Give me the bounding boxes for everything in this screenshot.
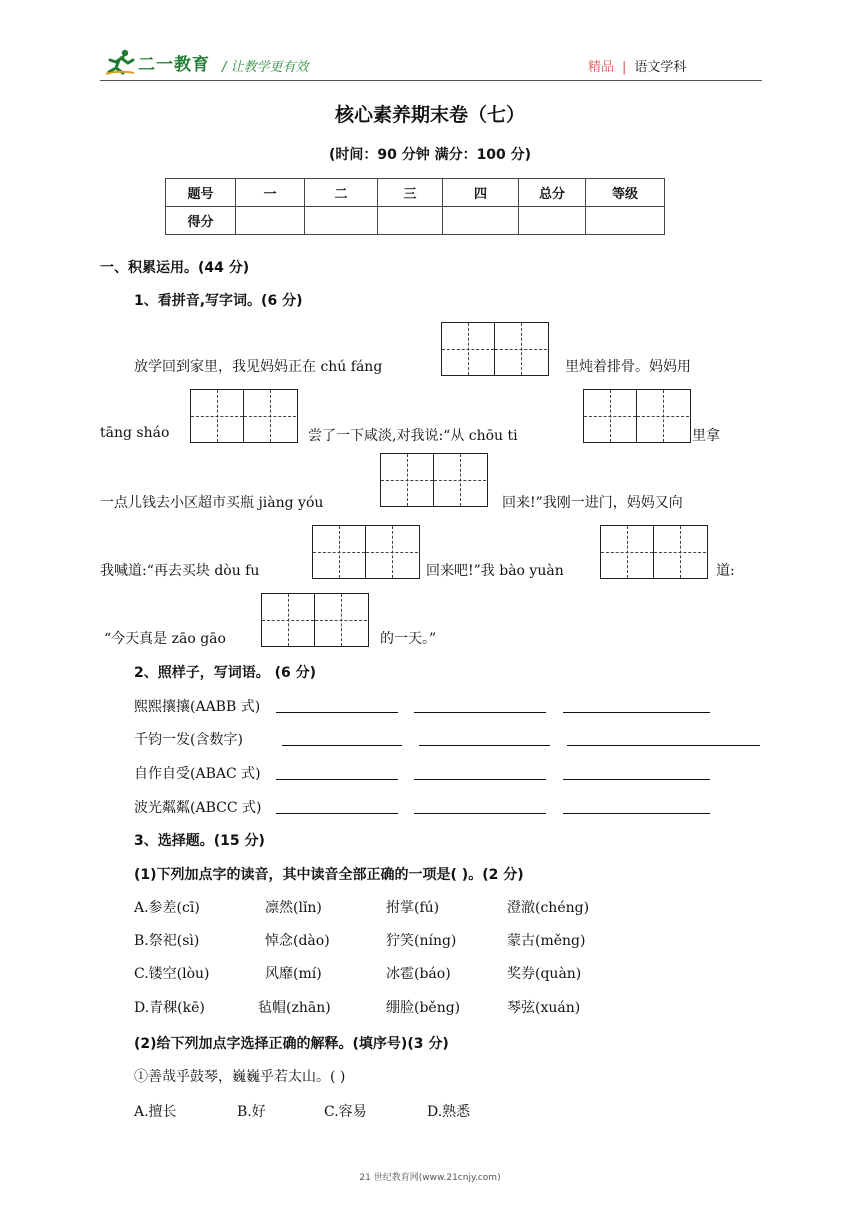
word-pattern-label: 熙熙攘攘(AABB 式): [134, 699, 261, 715]
option-item: C.镂空(lòu): [134, 966, 210, 982]
answer-line[interactable]: [567, 745, 760, 746]
score-cell[interactable]: [236, 207, 305, 235]
passage-line: 尝了一下咸淡,对我说:“从 chōu ti: [308, 428, 518, 444]
table-header-cell: 一: [236, 179, 305, 207]
question-heading: 1、看拼音,写字词。(6 分): [134, 293, 303, 309]
option-item: 蒙古(měng): [507, 933, 586, 949]
answer-line[interactable]: [276, 779, 398, 780]
option-item: 拊掌(fú): [386, 900, 440, 916]
option-item: B.好: [237, 1104, 266, 1120]
passage-line: “今天真是 zāo gāo: [104, 631, 226, 647]
header-rule: [100, 80, 762, 81]
option-item: 冰雹(báo): [386, 966, 451, 982]
writing-grid[interactable]: [190, 389, 298, 443]
exam-info: (时间：90 分钟 满分：100 分): [328, 147, 532, 163]
option-item: 狞笑(níng): [386, 933, 457, 949]
answer-line[interactable]: [414, 712, 546, 713]
answer-line[interactable]: [414, 813, 546, 814]
section-heading: 一、积累运用。(44 分): [100, 260, 250, 276]
page-title: 核心素养期末卷（七）: [334, 104, 525, 126]
score-table-score-row: [166, 207, 665, 235]
option-item: 风靡(mí): [265, 966, 322, 982]
score-table-header-row: [166, 179, 665, 207]
answer-line[interactable]: [414, 779, 546, 780]
option-item: B.祭祀(sì): [134, 933, 200, 949]
question-heading: 3、选择题。(15 分): [134, 833, 265, 849]
table-header-cell: 三: [378, 179, 443, 207]
score-cell[interactable]: [305, 207, 378, 235]
passage-line: 道:: [716, 563, 735, 579]
header-right: [588, 56, 686, 75]
passage-line: 里拿: [692, 428, 720, 444]
score-table: [165, 178, 665, 235]
word-pattern-label: 波光粼粼(ABCC 式): [134, 800, 262, 816]
table-row-label: 得分: [166, 207, 236, 235]
subject-label: 语文学科: [634, 60, 687, 75]
passage-line: 回来!”我刚一进门，妈妈又向: [502, 495, 683, 511]
answer-line[interactable]: [563, 813, 710, 814]
answer-line[interactable]: [282, 745, 402, 746]
option-item: A.参差(cī): [134, 900, 200, 916]
answer-line[interactable]: [276, 813, 398, 814]
score-cell[interactable]: [586, 207, 665, 235]
passage-line: 放学回到家里，我见妈妈正在 chú fáng: [134, 359, 383, 375]
writing-grid[interactable]: [312, 525, 420, 579]
quality-label: 精品: [588, 60, 615, 75]
option-item: 悼念(dào): [265, 933, 330, 949]
passage-line: 回来吧!”我 bào yuàn: [426, 563, 564, 579]
answer-line[interactable]: [563, 712, 710, 713]
score-cell[interactable]: [378, 207, 443, 235]
answer-line[interactable]: [419, 745, 550, 746]
option-item: 毡帽(zhān): [258, 1000, 331, 1016]
option-item: C.容易: [324, 1104, 367, 1120]
question-heading: 2、照样子，写词语。 (6 分): [134, 665, 317, 681]
option-item: 澄澈(chéng): [507, 900, 590, 916]
table-header-cell: 四: [443, 179, 519, 207]
passage-line: 一点儿钱去小区超市买瓶 jiàng yóu: [100, 495, 324, 511]
answer-line[interactable]: [563, 779, 710, 780]
header-separator: |: [622, 60, 627, 75]
option-item: A.擅长: [134, 1104, 177, 1120]
writing-grid[interactable]: [261, 593, 369, 647]
passage-line: 的一天。”: [380, 631, 437, 647]
logo: [104, 48, 210, 76]
passage-line: tāng sháo: [100, 425, 170, 441]
writing-grid[interactable]: [441, 322, 549, 376]
runner-logo-icon: [104, 48, 136, 76]
answer-line[interactable]: [276, 712, 398, 713]
option-item: D.熟悉: [427, 1104, 471, 1120]
option-item: D.青稞(kē): [134, 1000, 205, 1016]
page-footer: 21 世纪教育网(www.21cnjy.com): [359, 1173, 501, 1183]
table-header-cell: 等级: [586, 179, 665, 207]
writing-grid[interactable]: [600, 525, 708, 579]
passage-line: 里炖着排骨。妈妈用: [565, 359, 691, 375]
logo-text: 二一教育: [138, 54, 210, 75]
table-header-cell: 题号: [166, 179, 236, 207]
word-pattern-label: 自作自受(ABAC 式): [134, 766, 261, 782]
table-header-cell: 总分: [519, 179, 586, 207]
option-item: 绷脸(běng): [386, 1000, 461, 1016]
choice-question: (2)给下列加点字选择正确的解释。(填序号)(3 分): [134, 1036, 449, 1052]
table-header-cell: 二: [305, 179, 378, 207]
slogan: / 让教学更有效: [222, 60, 309, 75]
writing-grid[interactable]: [583, 389, 691, 443]
word-pattern-label: 千钧一发(含数字): [134, 732, 243, 748]
writing-grid[interactable]: [380, 453, 488, 507]
choice-question: (1)下列加点字的读音，其中读音全部正确的一项是( )。(2 分): [134, 867, 524, 883]
option-item: 奖券(quàn): [507, 966, 582, 982]
option-item: 凛然(lǐn): [265, 900, 322, 916]
passage-line: 我喊道:“再去买块 dòu fu: [100, 563, 260, 579]
option-item: 琴弦(xuán): [507, 1000, 581, 1016]
score-cell[interactable]: [443, 207, 519, 235]
question-item: ①善哉乎鼓琴，巍巍乎若太山。( ): [134, 1069, 346, 1085]
score-cell[interactable]: [519, 207, 586, 235]
